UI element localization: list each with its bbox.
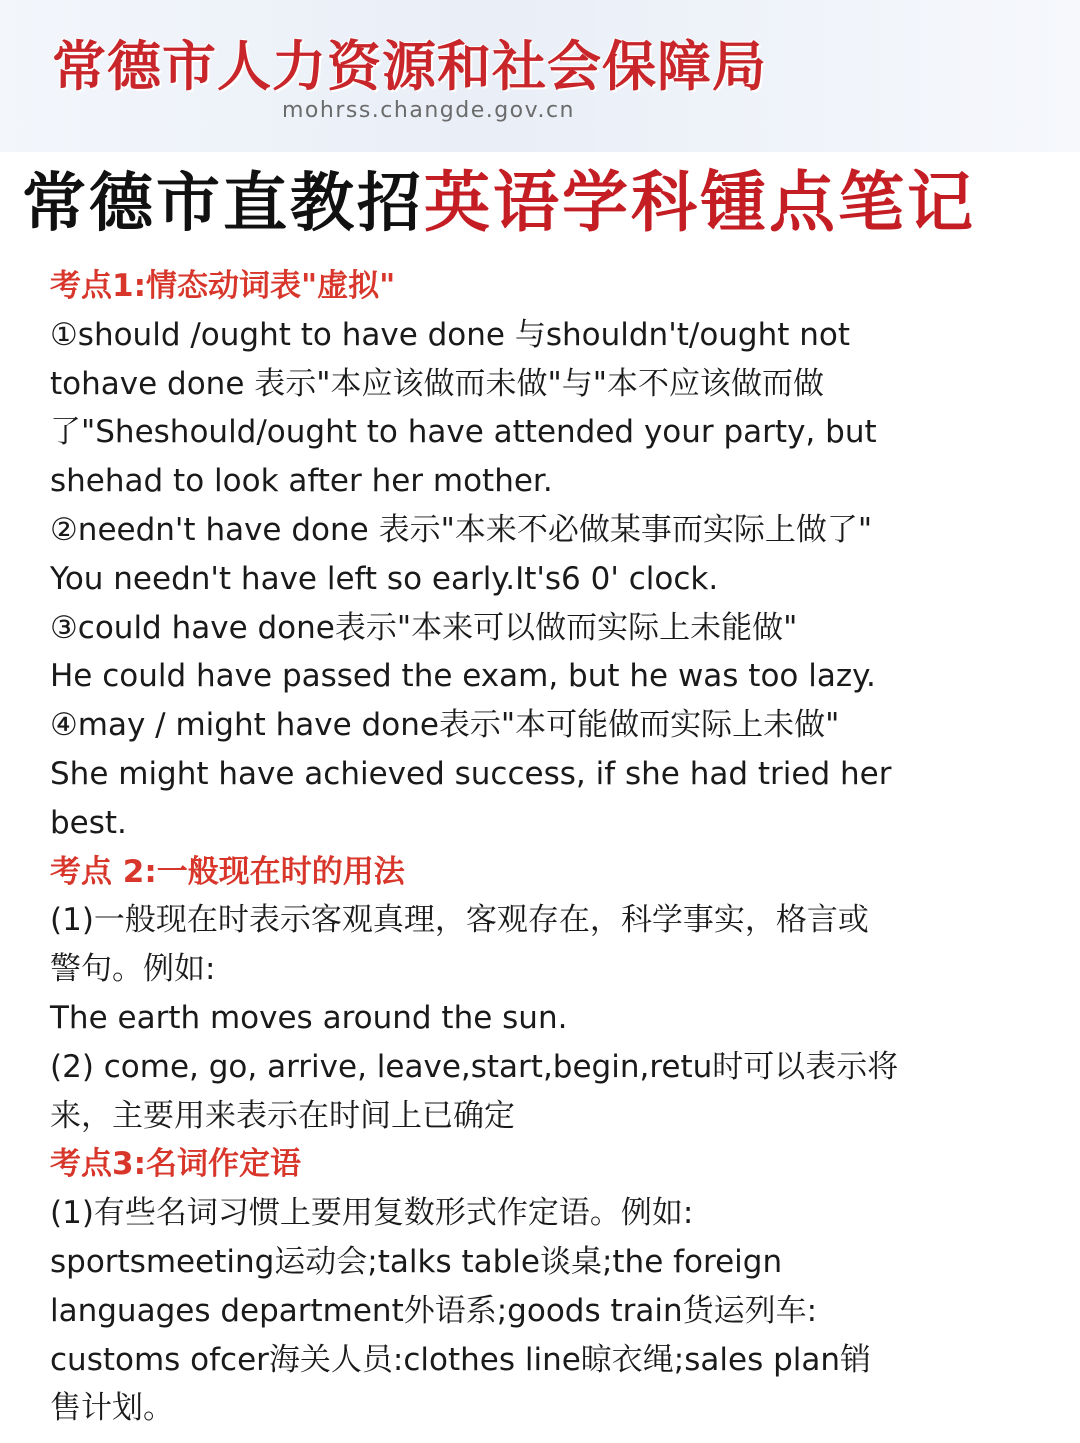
note-line: sportsmeeting运动会;talks table谈桌;the foreign — [50, 1243, 783, 1280]
note-line: ①should /ought to have done 与shouldn't/ought not — [50, 316, 851, 353]
page-title-black: 常德市直教招 — [22, 166, 424, 241]
section-heading: 考点1:情态动词表"虚拟" — [50, 268, 396, 304]
note-line: 售计划。 — [50, 1390, 174, 1427]
section-heading: 考点 2:一般现在时的用法 — [50, 853, 405, 890]
page-title — [22, 160, 976, 244]
note-line: tohave done 表示"本应该做而未做"与"本不应该做而做 — [50, 365, 825, 402]
note-line: She might have achieved success, if she had tried her — [50, 755, 892, 792]
note-line: (1)一般现在时表示客观真理，客观存在，科学事实，格言或 — [50, 902, 869, 939]
note-line: ②needn't have done 表示"本来不必做某事而实际上做了" — [50, 511, 873, 548]
banner-title: 常德市人力资源和社会保障局 — [52, 35, 767, 98]
note-line: ③could have done表示"本来可以做而实际上未能做" — [50, 609, 798, 646]
note-line: (2) come, go, arrive, leave,start,begin,retu时可以表示将 — [50, 1048, 899, 1085]
note-line: 警句。例如: — [50, 951, 216, 988]
header-banner — [0, 0, 1080, 152]
page-title-red: 英语学科锺点笔记 — [424, 163, 976, 241]
note-line: The earth moves around the sun. — [50, 999, 568, 1036]
notes-body — [50, 262, 1060, 1433]
banner-url: mohrss.changde.gov.cn — [282, 98, 575, 123]
note-line: languages department外语系;goods train货运列车: — [50, 1292, 818, 1329]
note-line: (1)有些名词习惯上要用复数形式作定语。例如: — [50, 1195, 694, 1232]
note-line: shehad to look after her mother. — [50, 463, 553, 500]
note-line: 来，主要用来表示在时间上已确定 — [50, 1097, 515, 1134]
note-line: best. — [50, 804, 127, 841]
note-line: 了"Sheshould/ought to have attended your party, but — [50, 414, 877, 451]
section-heading: 考点3:名词作定语 — [50, 1146, 301, 1183]
note-line: You needn't have left so early.It's6 0' clock. — [50, 560, 719, 597]
note-line: He could have passed the exam, but he was too lazy. — [50, 658, 876, 695]
note-line: ④may / might have done表示"本可能做而实际上未做" — [50, 707, 840, 744]
note-line: customs ofcer海关人员:clothes line晾衣绳;sales plan销 — [50, 1341, 872, 1378]
